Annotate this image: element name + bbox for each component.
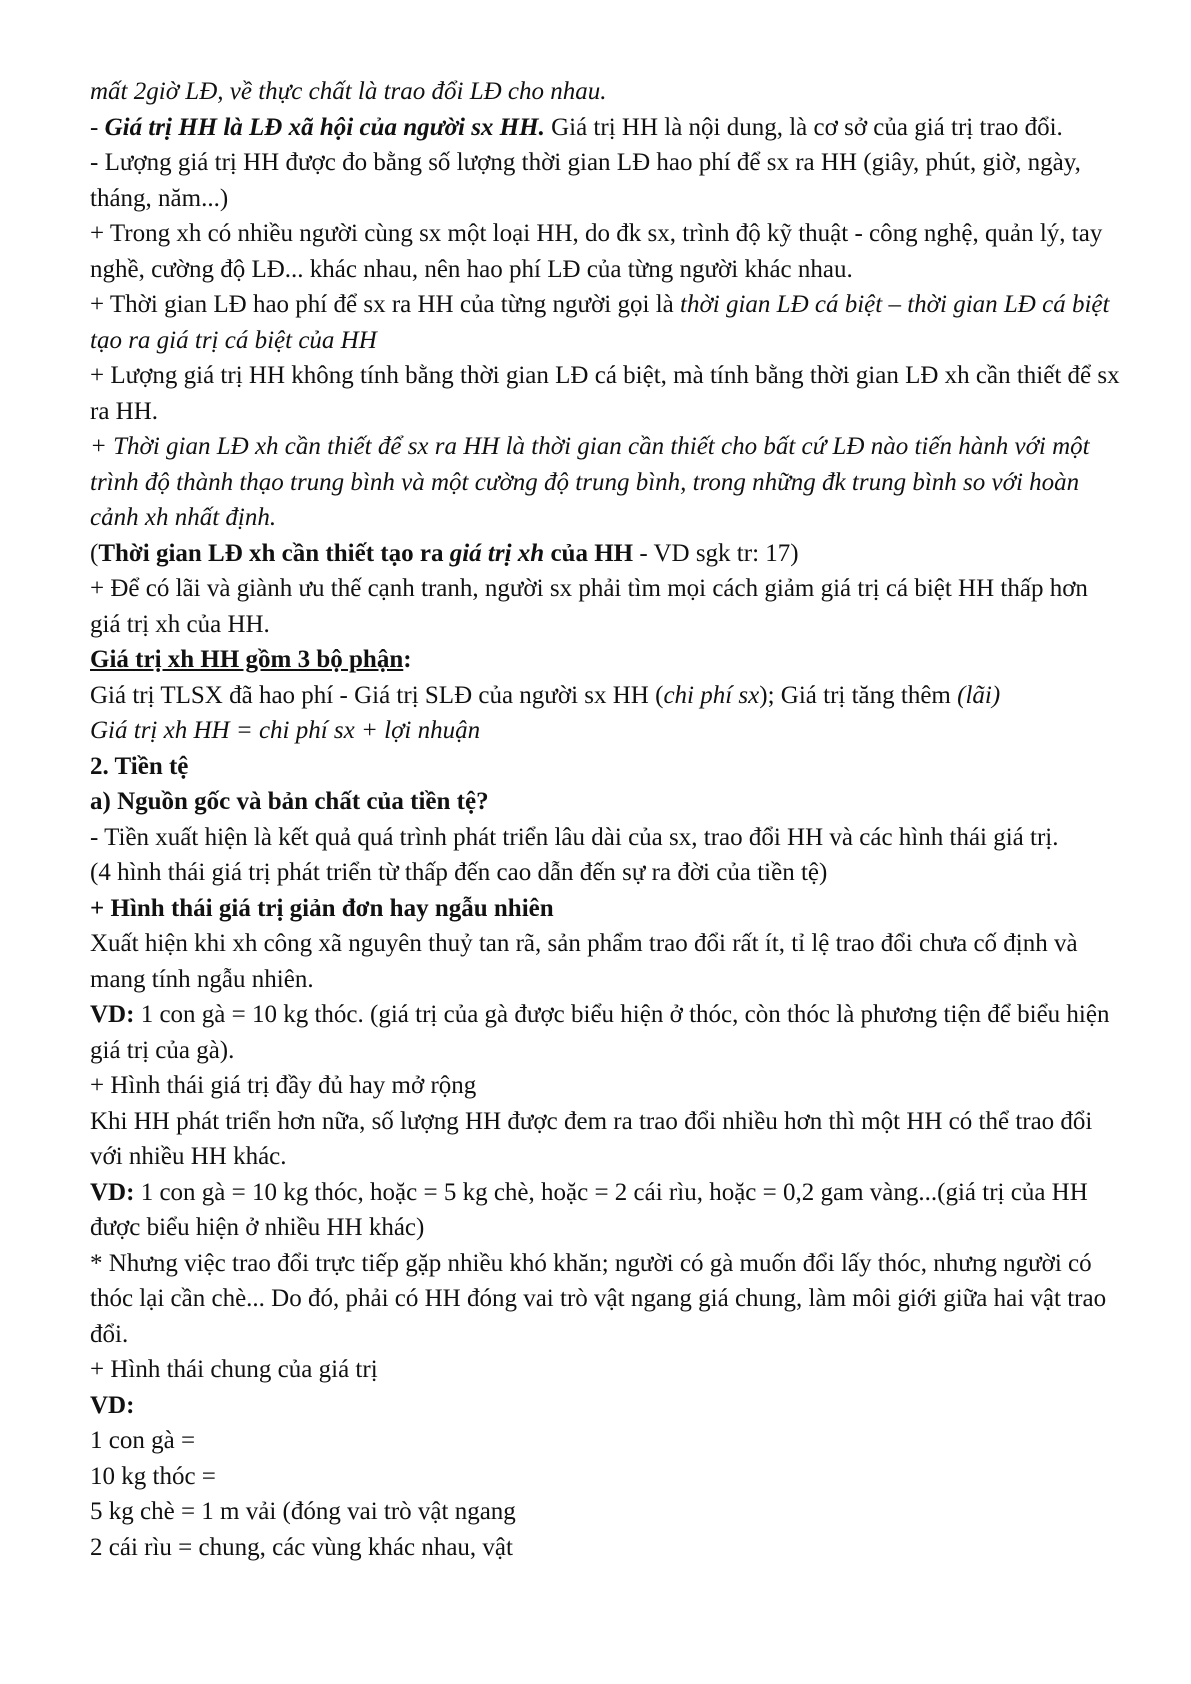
example-text: 1 con gà = 10 kg thóc. (giá trị của gà được biểu hiện ở thóc, còn thóc là phương tiện để biểu hiện giá trị của gà).	[90, 1001, 1110, 1064]
paragraph-value-formula	[90, 678, 1120, 749]
individual-time-italic: thời gian LĐ cá biệt – thời gian LĐ cá biệt tạo ra giá trị cá biệt của HH	[90, 291, 1110, 354]
paragraph-value-definition	[90, 110, 1120, 146]
social-value-bold-italic: giá trị xh	[449, 539, 545, 567]
paragraph-four-forms: (4 hình thái giá trị phát triển từ thấp đến cao dẫn đến sự ra đời của tiền tệ)	[90, 859, 828, 886]
example-text: 1 con gà = 10 kg thóc, hoặc = 5 kg chè, hoặc = 2 cái rìu, hoặc = 0,2 gam vàng...(giá trị của HH được biểu hiện ở nhiều HH khác)	[90, 1178, 1088, 1241]
example-label-general: VD:	[90, 1391, 135, 1419]
heading-value-components	[90, 642, 1120, 678]
paragraph-value-amount: - Lượng giá trị HH được đo bằng số lượng thời gian LĐ hao phí để sx ra HH (giây, phút, giờ, ngày, tháng, năm...)	[90, 149, 1081, 212]
dash: -	[90, 113, 105, 141]
paragraph-simple-form: Xuất hiện khi xh công xã nguyên thuỷ tan rã, sản phẩm trao đổi rất ít, tỉ lệ trao đổi chưa cố định và mang tính ngẫu nhiên.	[90, 930, 1078, 993]
paragraph-social-time-definition: + Thời gian LĐ xh cần thiết để sx ra HH là thời gian cần thiết cho bất cứ LĐ nào tiến hành với một trình độ thành thạo trung bình và một cường độ trung bình, trong những đk trung bình so với hoàn cảnh xh nhất định.	[90, 433, 1090, 531]
heading-money-origin: a) Nguồn gốc và bản chất của tiền tệ?	[90, 788, 489, 815]
equation-line-1: 1 con gà =	[90, 1427, 196, 1454]
social-value-bold-2: của HH	[544, 539, 634, 567]
paragraph-exchange-labor: mất 2giờ LĐ, về thực chất là trao đổi LĐ cho nhau.	[90, 78, 607, 105]
equation-line-2: 10 kg thóc =	[90, 1462, 216, 1490]
paragraph-competition: + Để có lãi và giành ưu thế cạnh tranh, người sx phải tìm mọi cách giảm giá trị cá biệt HH thấp hơn giá trị xh của HH.	[90, 575, 1088, 638]
equation-line-3: 5 kg chè = 1 m vải (đóng vai trò vật ngang	[90, 1498, 516, 1525]
value-definition-rest: Giá trị HH là nội dung, là cơ sở của giá trị trao đổi.	[544, 113, 1063, 141]
example-label: VD:	[90, 1001, 135, 1028]
heading-simple-form: + Hình thái giá trị giản đơn hay ngẫu nhiên	[90, 894, 554, 922]
formula-equation: Giá trị xh HH = chi phí sx + lợi nhuận	[90, 717, 481, 744]
paragraph-social-value	[90, 536, 1120, 572]
paragraph-exchange-difficulty: * Nhưng việc trao đổi trực tiếp gặp nhiều khó khăn; người có gà muốn đổi lấy thóc, nhưng người có thóc lại cần chè... Do đó, phải có HH đóng vai trò vật ngang giá chung, làm môi giới giữa hai vật trao đổi.	[90, 1249, 1107, 1348]
paragraph-social-time: + Lượng giá trị HH không tính bằng thời gian LĐ cá biệt, mà tính bằng thời gian LĐ xh cần thiết để sx ra HH.	[90, 362, 1120, 425]
social-value-reference: - VD sgk tr: 17)	[633, 539, 799, 567]
equation-line-4: 2 cái rìu = chung, các vùng khác nhau, vật	[90, 1533, 513, 1561]
formula-cost-italic: chi phí sx	[663, 681, 760, 709]
paragraph-individual-time	[90, 287, 1120, 358]
paragraph-individual-conditions: + Trong xh có nhiều người cùng sx một loại HH, do đk sx, trình độ kỹ thuật - công nghệ, quản lý, tay nghề, cường độ LĐ... khác nhau, nên hao phí LĐ của từng người khác nhau.	[90, 220, 1103, 283]
value-components-underlined: Giá trị xh HH gồm 3 bộ phận	[90, 646, 404, 673]
individual-time-normal: + Thời gian LĐ hao phí để sx ra HH của từng người gọi là	[90, 291, 680, 318]
formula-profit-italic: (lãi)	[957, 681, 1001, 709]
social-value-bold-1: Thời gian LĐ xh cần thiết tạo ra	[98, 539, 450, 567]
value-components-colon: :	[403, 646, 412, 673]
paragraph-example-simple	[90, 997, 1120, 1068]
example-label: VD:	[90, 1178, 135, 1206]
document-page	[90, 74, 1120, 1565]
formula-part-b: ); Giá trị tăng thêm	[759, 681, 958, 709]
value-definition-bold: Giá trị HH là LĐ xã hội của người sx HH.	[104, 113, 545, 141]
formula-part-a: Giá trị TLSX đã hao phí - Giá trị SLĐ của người sx HH (	[90, 681, 664, 709]
heading-general-form: + Hình thái chung của giá trị	[90, 1356, 378, 1383]
paragraph-example-expanded	[90, 1175, 1120, 1246]
paragraph-money-origin: - Tiền xuất hiện là kết quả quá trình phát triển lâu dài của sx, trao đổi HH và các hình thái giá trị.	[90, 823, 1059, 851]
heading-money: 2. Tiền tệ	[90, 752, 189, 780]
heading-expanded-form: + Hình thái giá trị đầy đủ hay mở rộng	[90, 1072, 477, 1099]
paren-open: (	[90, 539, 99, 567]
paragraph-expanded-form: Khi HH phát triển hơn nữa, số lượng HH được đem ra trao đổi nhiều hơn thì một HH có thể trao đổi với nhiều HH khác.	[90, 1107, 1093, 1170]
